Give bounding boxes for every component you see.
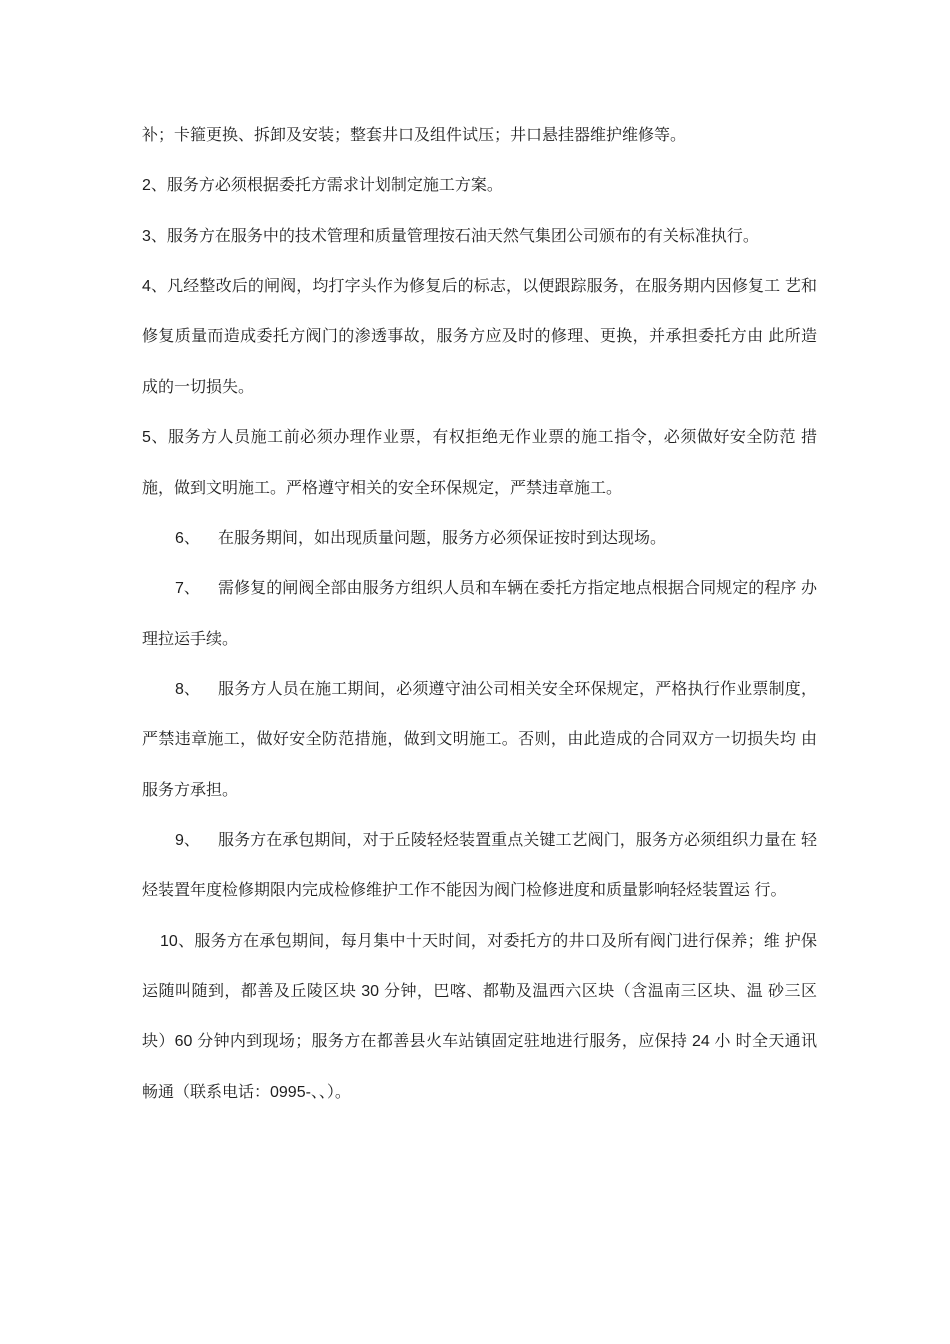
text-line: 施，做到文明施工。严格遵守相关的安全环保规定，严禁违章施工。: [142, 479, 623, 497]
text-line: 服务方人员在施工期间，必须遵守油公司相关安全环保规定，严格执行作业票制度，: [218, 680, 817, 698]
text-line: 10、服务方在承包期间，每月集中十天时间，对委托方的井口及所有阀门进行保养；维 护保: [160, 932, 817, 950]
paragraph-item-8: [142, 665, 817, 816]
text-line: 补；卡箍更换、拆卸及安装；整套井口及组件试压；井口悬挂器维护维修等。: [142, 127, 687, 144]
text-line: 运随叫随到，都善及丘陵区块 30 分钟，巴喀、都勒及温西六区块（含温南三区块、温 砂三区: [142, 983, 817, 1001]
text-line: 严禁违章施工，做好安全防范措施，做到文明施工。否则，由此造成的合同双方一切损失均 由: [142, 731, 817, 749]
text-line: 需修复的闸阀全部由服务方组织人员和车辆在委托方指定地点根据合同规定的程序 办: [218, 580, 817, 598]
text-line: 服务方承担。: [142, 781, 239, 799]
paragraph-item-3: [142, 212, 817, 262]
item-number: 8、: [175, 680, 200, 698]
paragraph-item-6: [142, 514, 817, 564]
paragraph-item-7: [142, 564, 817, 665]
item-number: 6、: [175, 529, 200, 547]
text-line: 理拉运手续。: [142, 630, 239, 648]
numbered-line: [142, 665, 817, 715]
text-line: 5、服务方人员施工前必须办理作业票，有权拒绝无作业票的施工指令，必须做好安全防范 措: [142, 429, 817, 447]
text-line: 烃装置年度检修期限内完成检修维护工作不能因为阀门检修进度和质量影响轻烃装置运 行。: [142, 882, 787, 900]
numbered-line: [142, 514, 817, 564]
paragraph-item-4: [142, 262, 817, 413]
text-line: 4、凡经整改后的闸阀，均打字头作为修复后的标志，以便跟踪服务，在服务期内因修复工 艺和: [142, 278, 817, 296]
text-line: 在服务期间，如出现质量问题，服务方必须保证按时到达现场。: [218, 529, 667, 547]
paragraph-item-10: [142, 917, 817, 1118]
text-line: 修复质量而造成委托方阀门的渗透事故，服务方应及时的修理、更换，并承担委托方由 此所造: [142, 328, 817, 346]
paragraph-item-1-continuation: [142, 111, 817, 161]
text-line: 畅通（联系电话：0995-、、）。: [142, 1083, 351, 1101]
numbered-line: [142, 816, 817, 866]
item-number: 9、: [175, 832, 200, 850]
text-line: 块）60 分钟内到现场；服务方在都善县火车站镇固定驻地进行服务，应保持 24 小 时全天通讯: [142, 1033, 817, 1051]
text-line: 3、服务方在服务中的技术管理和质量管理按石油天然气集团公司颁布的有关标准执行。: [142, 227, 759, 245]
item-number: 7、: [175, 580, 200, 598]
text-line: 服务方在承包期间，对于丘陵轻烃装置重点关键工艺阀门，服务方必须组织力量在 轻: [218, 832, 817, 850]
paragraph-item-9: [142, 816, 817, 917]
numbered-line: [142, 564, 817, 614]
text-line: 成的一切损失。: [142, 378, 255, 396]
paragraph-item-2: [142, 161, 817, 211]
document-body: [142, 111, 817, 1118]
paragraph-item-5: [142, 413, 817, 514]
text-line: 2、服务方必须根据委托方需求计划制定施工方案。: [142, 177, 503, 195]
